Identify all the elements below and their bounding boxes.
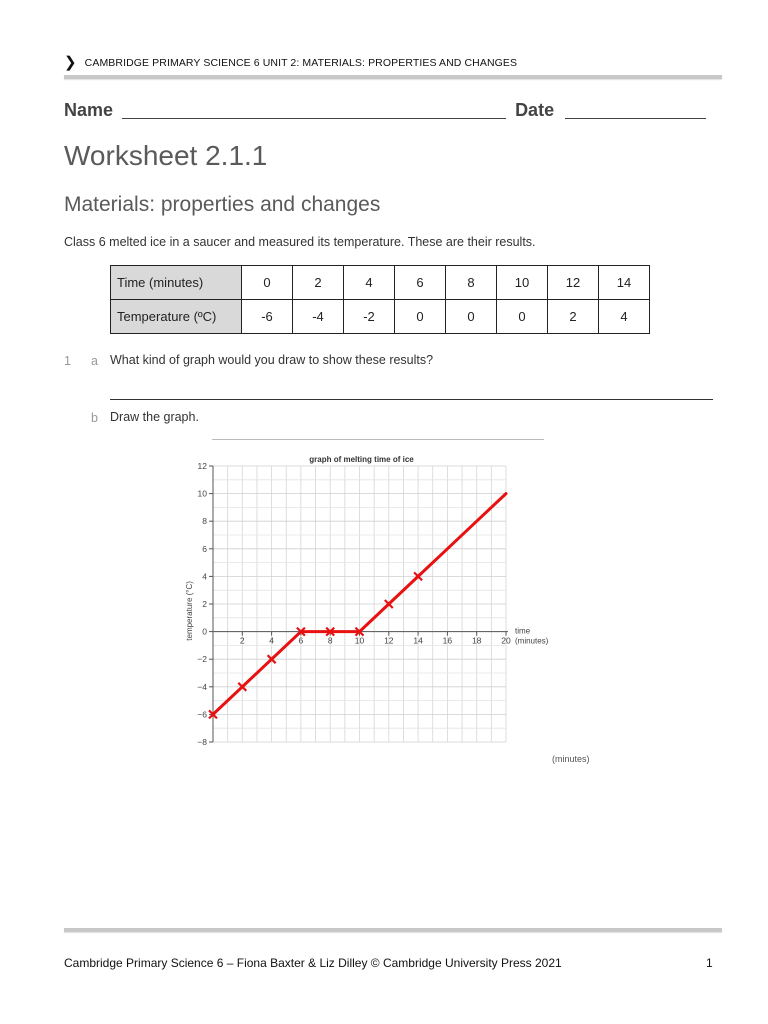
worksheet-subtitle: Materials: properties and changes bbox=[64, 193, 381, 216]
table-cell: -2 bbox=[344, 300, 395, 334]
row-header-temperature: Temperature (ºC) bbox=[111, 300, 242, 334]
x-tick-label: 6 bbox=[298, 635, 304, 646]
y-tick-label: 2 bbox=[202, 599, 207, 609]
table-cell: 0 bbox=[497, 300, 548, 334]
x-tick-label: 18 bbox=[471, 635, 482, 646]
chart-title: graph of melting time of ice bbox=[309, 455, 414, 464]
y-tick-label: 8 bbox=[202, 516, 207, 527]
worksheet-title: Worksheet 2.1.1 bbox=[64, 140, 268, 171]
x-tick-label: 10 bbox=[354, 635, 365, 646]
table-cell: 0 bbox=[242, 266, 293, 300]
table-cell: 14 bbox=[599, 266, 650, 300]
intro-text: Class 6 melted ice in a saucer and measured its temperature. These are their results. bbox=[64, 235, 536, 249]
table-cell: -4 bbox=[293, 300, 344, 334]
date-label: Date bbox=[515, 100, 555, 120]
y-tick-label: −6 bbox=[197, 709, 207, 720]
x-tick-label: 2 bbox=[239, 635, 245, 646]
table-cell: 8 bbox=[446, 266, 497, 300]
table-cell: 0 bbox=[395, 300, 446, 334]
y-tick-label: 6 bbox=[202, 543, 207, 554]
y-axis-label: temperature (°C) bbox=[185, 581, 194, 641]
part-b-letter: b bbox=[91, 411, 98, 425]
y-tick-label: 4 bbox=[202, 571, 207, 582]
table-cell: 2 bbox=[548, 300, 599, 334]
x-tick-label: 4 bbox=[269, 635, 274, 646]
footer-rule bbox=[64, 928, 722, 932]
x-axis-label-line2: (minutes) bbox=[515, 636, 549, 646]
x-tick-label: 14 bbox=[413, 635, 423, 646]
name-label: Name bbox=[64, 100, 114, 120]
table-cell: 12 bbox=[548, 266, 599, 300]
y-tick-label: −2 bbox=[197, 654, 207, 665]
y-tick-label: −4 bbox=[197, 681, 207, 692]
x-axis-label-line1: time bbox=[515, 626, 531, 636]
y-tick-label: −8 bbox=[197, 737, 207, 747]
question-number: 1 bbox=[64, 354, 71, 368]
running-title: CAMBRIDGE PRIMARY SCIENCE 6 UNIT 2: MATERIALS: PROPERTIES AND CHANGES bbox=[84, 57, 518, 69]
row-header-time: Time (minutes) bbox=[111, 266, 242, 300]
page-number: 1 bbox=[706, 956, 713, 970]
table-cell: 0 bbox=[446, 300, 497, 334]
table-cell: 2 bbox=[293, 266, 344, 300]
part-a-question: What kind of graph would you draw to show these results? bbox=[110, 353, 434, 367]
part-b-question: Draw the graph. bbox=[110, 410, 199, 424]
chevron-right-icon: ❯ bbox=[64, 54, 77, 71]
x-tick-label: 12 bbox=[384, 635, 394, 646]
y-tick-label: 12 bbox=[197, 461, 207, 471]
y-tick-label: 10 bbox=[197, 488, 207, 499]
table-cell: 4 bbox=[344, 266, 395, 300]
y-tick-label: 0 bbox=[202, 626, 207, 637]
table-cell: 6 bbox=[395, 266, 446, 300]
table-cell: -6 bbox=[242, 300, 293, 334]
x-tick-label: 16 bbox=[442, 635, 453, 646]
graph-caption: (minutes) bbox=[552, 754, 590, 764]
x-tick-label: 20 bbox=[501, 635, 511, 646]
table-cell: 10 bbox=[497, 266, 548, 300]
footer-text: Cambridge Primary Science 6 – Fiona Baxter & Liz Dilley © Cambridge University Press 2021 bbox=[64, 956, 562, 970]
x-tick-label: 8 bbox=[327, 635, 333, 646]
table-cell: 4 bbox=[599, 300, 650, 334]
part-a-letter: a bbox=[91, 354, 98, 368]
